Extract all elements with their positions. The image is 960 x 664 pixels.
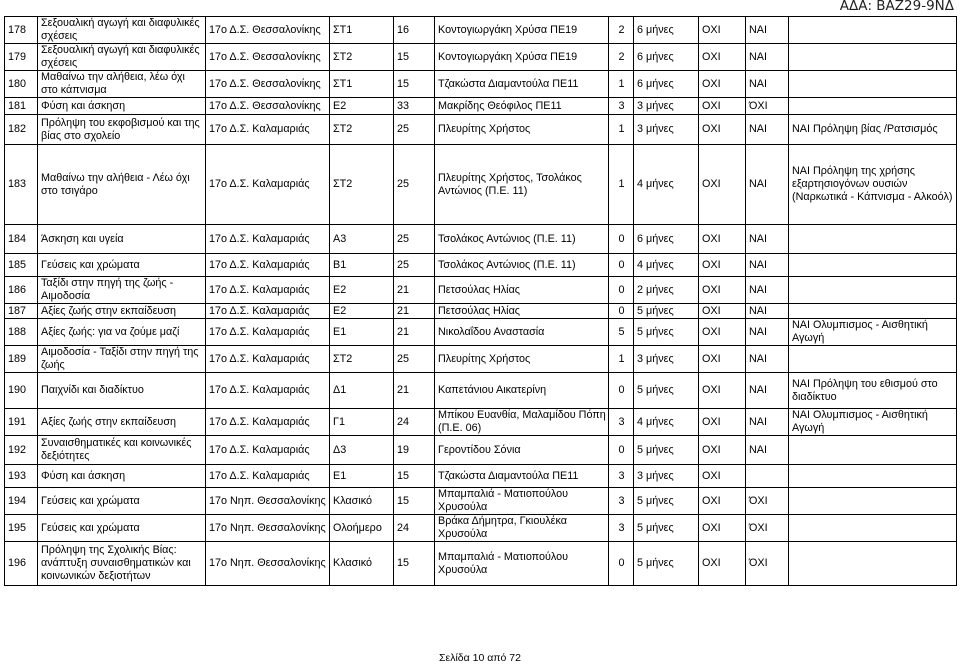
note bbox=[789, 98, 957, 115]
count-value: 1 bbox=[609, 346, 634, 373]
duration: 5 μήνες bbox=[634, 488, 699, 515]
program-title: Γεύσεις και χρώματα bbox=[38, 254, 206, 277]
duration: 3 μήνες bbox=[634, 346, 699, 373]
program-title: Ταξίδι στην πηγή της ζωής - Αιμοδοσία bbox=[38, 277, 206, 304]
class-name: ΣΤ2 bbox=[330, 346, 394, 373]
count-value: 0 bbox=[609, 277, 634, 304]
page-number: Σελίδα 10 από 72 bbox=[439, 652, 521, 664]
program-title: Γεύσεις και χρώματα bbox=[38, 488, 206, 515]
table-row bbox=[5, 515, 957, 542]
table-row bbox=[5, 542, 957, 586]
teacher-name: Μπαμπαλιά - Ματιοπούλου Χρυσούλα bbox=[435, 542, 609, 586]
school-name: 17ο Δ.Σ. Καλαμαριάς bbox=[206, 254, 330, 277]
count-value: 3 bbox=[609, 98, 634, 115]
class-name: Α3 bbox=[330, 225, 394, 254]
answer-b: ΌΧΙ bbox=[746, 98, 789, 115]
teacher-name: Τσολάκος Αντώνιος (Π.Ε. 11) bbox=[435, 225, 609, 254]
row-number: 186 bbox=[5, 277, 38, 304]
table-row bbox=[5, 145, 957, 225]
program-title: Μαθαίνω την αλήθεια, λέω όχι στο κάπνισμα bbox=[38, 71, 206, 98]
student-count: 15 bbox=[394, 465, 435, 488]
ada-code: ΑΔΑ: ΒΑΖ29-9ΝΔ bbox=[839, 0, 954, 14]
note bbox=[789, 225, 957, 254]
teacher-name: Γεροντίδου Σόνια bbox=[435, 436, 609, 465]
answer-b: ΝΑΙ bbox=[746, 44, 789, 71]
class-name: Κλασικό bbox=[330, 488, 394, 515]
note bbox=[789, 436, 957, 465]
table-row bbox=[5, 254, 957, 277]
school-name: 17ο Δ.Σ. Καλαμαριάς bbox=[206, 304, 330, 319]
school-name: 17ο Δ.Σ. Θεσσαλονίκης bbox=[206, 98, 330, 115]
school-name: 17ο Νηπ. Θεσσαλονίκης bbox=[206, 488, 330, 515]
class-name: Κλασικό bbox=[330, 542, 394, 586]
program-title: Πρόληψη του εκφοβισμού και της βίας στο σχολείο bbox=[38, 115, 206, 145]
class-name: Δ3 bbox=[330, 436, 394, 465]
class-name: Ε1 bbox=[330, 319, 394, 346]
duration: 5 μήνες bbox=[634, 436, 699, 465]
row-number: 192 bbox=[5, 436, 38, 465]
note bbox=[789, 488, 957, 515]
school-name: 17ο Δ.Σ. Θεσσαλονίκης bbox=[206, 17, 330, 44]
table-row bbox=[5, 488, 957, 515]
row-number: 183 bbox=[5, 145, 38, 225]
program-title: Συναισθηματικές και κοινωνικές δεξιότητες bbox=[38, 436, 206, 465]
count-value: 0 bbox=[609, 436, 634, 465]
class-name: Ε2 bbox=[330, 277, 394, 304]
program-title: Σεξουαλική αγωγή και διαφυλικές σχέσεις bbox=[38, 44, 206, 71]
school-name: 17ο Δ.Σ. Καλαμαριάς bbox=[206, 319, 330, 346]
row-number: 178 bbox=[5, 17, 38, 44]
program-title: Φύση και άσκηση bbox=[38, 465, 206, 488]
class-name: Ε2 bbox=[330, 304, 394, 319]
table-row bbox=[5, 98, 957, 115]
row-number: 195 bbox=[5, 515, 38, 542]
note: ΝΑΙ Ολυμπισμος - Αισθητική Αγωγή bbox=[789, 409, 957, 436]
program-title: Μαθαίνω την αλήθεια - Λέω όχι στο τσιγάρο bbox=[38, 145, 206, 225]
table-row bbox=[5, 17, 957, 44]
table-row bbox=[5, 44, 957, 71]
answer-a: ΟΧΙ bbox=[699, 436, 746, 465]
row-number: 182 bbox=[5, 115, 38, 145]
teacher-name: Μακρίδης Θεόφιλος ΠΕ11 bbox=[435, 98, 609, 115]
program-title: Γεύσεις και χρώματα bbox=[38, 515, 206, 542]
duration: 5 μήνες bbox=[634, 319, 699, 346]
class-name: Ε2 bbox=[330, 98, 394, 115]
school-name: 17ο Δ.Σ. Καλαμαριάς bbox=[206, 465, 330, 488]
teacher-name: Κοντογιωργάκη Χρύσα ΠΕ19 bbox=[435, 44, 609, 71]
student-count: 21 bbox=[394, 304, 435, 319]
row-number: 180 bbox=[5, 71, 38, 98]
school-name: 17ο Δ.Σ. Καλαμαριάς bbox=[206, 225, 330, 254]
student-count: 15 bbox=[394, 488, 435, 515]
row-number: 184 bbox=[5, 225, 38, 254]
class-name: Β1 bbox=[330, 254, 394, 277]
count-value: 0 bbox=[609, 373, 634, 409]
class-name: Γ1 bbox=[330, 409, 394, 436]
program-title: Πρόληψη της Σχολικής Βίας: ανάπτυξη συναισθηματικών και κοινωνικών δεξιοτήτων bbox=[38, 542, 206, 586]
count-value: 1 bbox=[609, 145, 634, 225]
class-name: Δ1 bbox=[330, 373, 394, 409]
student-count: 25 bbox=[394, 225, 435, 254]
row-number: 185 bbox=[5, 254, 38, 277]
duration: 3 μήνες bbox=[634, 465, 699, 488]
count-value: 5 bbox=[609, 319, 634, 346]
answer-a: ΟΧΙ bbox=[699, 373, 746, 409]
note bbox=[789, 277, 957, 304]
student-count: 25 bbox=[394, 346, 435, 373]
row-number: 179 bbox=[5, 44, 38, 71]
note bbox=[789, 17, 957, 44]
table-row bbox=[5, 304, 957, 319]
programs-table bbox=[4, 16, 957, 586]
answer-b: ΝΑΙ bbox=[746, 115, 789, 145]
table-row bbox=[5, 436, 957, 465]
school-name: 17ο Δ.Σ. Θεσσαλονίκης bbox=[206, 71, 330, 98]
school-name: 17ο Δ.Σ. Καλαμαριάς bbox=[206, 145, 330, 225]
teacher-name: Τζακώστα Διαμαντούλα ΠΕ11 bbox=[435, 465, 609, 488]
answer-b: ΝΑΙ bbox=[746, 277, 789, 304]
duration: 5 μήνες bbox=[634, 515, 699, 542]
teacher-name: Πετσούλας Ηλίας bbox=[435, 277, 609, 304]
row-number: 190 bbox=[5, 373, 38, 409]
count-value: 2 bbox=[609, 17, 634, 44]
school-name: 17ο Δ.Σ. Θεσσαλονίκης bbox=[206, 44, 330, 71]
program-title: Αξίες ζωής: για να ζούμε μαζί bbox=[38, 319, 206, 346]
teacher-name: Μπαμπαλιά - Ματιοπούλου Χρυσούλα bbox=[435, 488, 609, 515]
answer-a: ΟΧΙ bbox=[699, 44, 746, 71]
program-title: Αξίες ζωής στην εκπαίδευση bbox=[38, 304, 206, 319]
answer-b bbox=[746, 465, 789, 488]
duration: 5 μήνες bbox=[634, 373, 699, 409]
table-row bbox=[5, 409, 957, 436]
table-row bbox=[5, 465, 957, 488]
answer-b: ΝΑΙ bbox=[746, 254, 789, 277]
row-number: 188 bbox=[5, 319, 38, 346]
row-number: 194 bbox=[5, 488, 38, 515]
student-count: 24 bbox=[394, 409, 435, 436]
answer-a: ΟΧΙ bbox=[699, 488, 746, 515]
student-count: 15 bbox=[394, 542, 435, 586]
answer-b: ΌΧΙ bbox=[746, 515, 789, 542]
note bbox=[789, 304, 957, 319]
duration: 4 μήνες bbox=[634, 409, 699, 436]
school-name: 17ο Νηπ. Θεσσαλονίκης bbox=[206, 515, 330, 542]
duration: 6 μήνες bbox=[634, 71, 699, 98]
student-count: 25 bbox=[394, 115, 435, 145]
program-title: Φύση και άσκηση bbox=[38, 98, 206, 115]
answer-b: ΝΑΙ bbox=[746, 304, 789, 319]
teacher-name: Τζακώστα Διαμαντούλα ΠΕ11 bbox=[435, 71, 609, 98]
program-title: Σεξουαλική αγωγή και διαφυλικές σχέσεις bbox=[38, 17, 206, 44]
note: ΝΑΙ Ολυμπισμος - Αισθητική Αγωγή bbox=[789, 319, 957, 346]
answer-a: ΟΧΙ bbox=[699, 71, 746, 98]
note bbox=[789, 71, 957, 98]
answer-b: ΝΑΙ bbox=[746, 436, 789, 465]
count-value: 0 bbox=[609, 254, 634, 277]
duration: 5 μήνες bbox=[634, 542, 699, 586]
note bbox=[789, 346, 957, 373]
duration: 6 μήνες bbox=[634, 225, 699, 254]
school-name: 17ο Δ.Σ. Καλαμαριάς bbox=[206, 436, 330, 465]
table-row bbox=[5, 225, 957, 254]
teacher-name: Πλευρίτης Χρήστος, Τσολάκος Αντώνιος (Π.Ε. 11) bbox=[435, 145, 609, 225]
count-value: 3 bbox=[609, 465, 634, 488]
note bbox=[789, 44, 957, 71]
student-count: 33 bbox=[394, 98, 435, 115]
count-value: 0 bbox=[609, 225, 634, 254]
count-value: 1 bbox=[609, 71, 634, 98]
teacher-name: Τσολάκος Αντώνιος (Π.Ε. 11) bbox=[435, 254, 609, 277]
answer-b: ΝΑΙ bbox=[746, 319, 789, 346]
teacher-name: Βράκα Δήμητρα, Γκιουλέκα Χρυσούλα bbox=[435, 515, 609, 542]
answer-a: ΟΧΙ bbox=[699, 319, 746, 346]
count-value: 0 bbox=[609, 542, 634, 586]
table-row bbox=[5, 115, 957, 145]
count-value: 0 bbox=[609, 304, 634, 319]
class-name: Ολοήμερο bbox=[330, 515, 394, 542]
answer-b: ΝΑΙ bbox=[746, 346, 789, 373]
answer-b: ΌΧΙ bbox=[746, 542, 789, 586]
teacher-name: Νικολαΐδου Αναστασία bbox=[435, 319, 609, 346]
class-name: ΣΤ2 bbox=[330, 145, 394, 225]
note bbox=[789, 515, 957, 542]
student-count: 24 bbox=[394, 515, 435, 542]
count-value: 3 bbox=[609, 515, 634, 542]
answer-a: ΟΧΙ bbox=[699, 225, 746, 254]
student-count: 21 bbox=[394, 277, 435, 304]
answer-a: ΟΧΙ bbox=[699, 542, 746, 586]
answer-b: ΝΑΙ bbox=[746, 71, 789, 98]
teacher-name: Πλευρίτης Χρήστος bbox=[435, 346, 609, 373]
note: ΝΑΙ Πρόληψη βίας /Ρατσισμός bbox=[789, 115, 957, 145]
count-value: 2 bbox=[609, 44, 634, 71]
answer-a: ΟΧΙ bbox=[699, 515, 746, 542]
answer-a: ΟΧΙ bbox=[699, 304, 746, 319]
table-row bbox=[5, 373, 957, 409]
school-name: 17ο Δ.Σ. Καλαμαριάς bbox=[206, 346, 330, 373]
count-value: 3 bbox=[609, 409, 634, 436]
answer-b: ΝΑΙ bbox=[746, 17, 789, 44]
count-value: 1 bbox=[609, 115, 634, 145]
school-name: 17ο Δ.Σ. Καλαμαριάς bbox=[206, 277, 330, 304]
answer-a: ΟΧΙ bbox=[699, 254, 746, 277]
class-name: ΣΤ1 bbox=[330, 71, 394, 98]
answer-a: ΟΧΙ bbox=[699, 98, 746, 115]
table-row bbox=[5, 277, 957, 304]
answer-b: ΝΑΙ bbox=[746, 225, 789, 254]
row-number: 196 bbox=[5, 542, 38, 586]
teacher-name: Πετσούλας Ηλίας bbox=[435, 304, 609, 319]
row-number: 189 bbox=[5, 346, 38, 373]
row-number: 187 bbox=[5, 304, 38, 319]
teacher-name: Κοντογιωργάκη Χρύσα ΠΕ19 bbox=[435, 17, 609, 44]
answer-a: ΟΧΙ bbox=[699, 409, 746, 436]
program-title: Αξίες ζωής στην εκπαίδευση bbox=[38, 409, 206, 436]
duration: 3 μήνες bbox=[634, 115, 699, 145]
duration: 2 μήνες bbox=[634, 277, 699, 304]
duration: 3 μήνες bbox=[634, 98, 699, 115]
student-count: 21 bbox=[394, 319, 435, 346]
student-count: 25 bbox=[394, 145, 435, 225]
program-title: Αιμοδοσία - Ταξίδι στην πηγή της ζωής bbox=[38, 346, 206, 373]
count-value: 3 bbox=[609, 488, 634, 515]
student-count: 25 bbox=[394, 254, 435, 277]
table-row bbox=[5, 346, 957, 373]
program-title: Άσκηση και υγεία bbox=[38, 225, 206, 254]
class-name: ΣΤ2 bbox=[330, 115, 394, 145]
student-count: 16 bbox=[394, 17, 435, 44]
table-row bbox=[5, 319, 957, 346]
row-number: 193 bbox=[5, 465, 38, 488]
note bbox=[789, 542, 957, 586]
note: ΝΑΙ Πρόληψη του εθισμού στο διαδίκτυο bbox=[789, 373, 957, 409]
answer-a: ΟΧΙ bbox=[699, 277, 746, 304]
student-count: 19 bbox=[394, 436, 435, 465]
note: ΝΑΙ Πρόληψη της χρήσης εξαρτησιογόνων ουσιών (Ναρκωτικά - Κάπνισμα - Αλκοόλ) bbox=[789, 145, 957, 225]
answer-a: ΟΧΙ bbox=[699, 145, 746, 225]
answer-b: ΌΧΙ bbox=[746, 488, 789, 515]
duration: 6 μήνες bbox=[634, 17, 699, 44]
table-row bbox=[5, 71, 957, 98]
teacher-name: Καπετάνιου Αικατερίνη bbox=[435, 373, 609, 409]
student-count: 21 bbox=[394, 373, 435, 409]
duration: 6 μήνες bbox=[634, 44, 699, 71]
class-name: ΣΤ1 bbox=[330, 17, 394, 44]
answer-b: ΝΑΙ bbox=[746, 409, 789, 436]
school-name: 17ο Νηπ. Θεσσαλονίκης bbox=[206, 542, 330, 586]
answer-b: ΝΑΙ bbox=[746, 373, 789, 409]
answer-a: ΟΧΙ bbox=[699, 17, 746, 44]
answer-b: ΝΑΙ bbox=[746, 145, 789, 225]
class-name: Ε1 bbox=[330, 465, 394, 488]
row-number: 181 bbox=[5, 98, 38, 115]
duration: 4 μήνες bbox=[634, 145, 699, 225]
school-name: 17ο Δ.Σ. Καλαμαριάς bbox=[206, 373, 330, 409]
school-name: 17ο Δ.Σ. Καλαμαριάς bbox=[206, 409, 330, 436]
note bbox=[789, 254, 957, 277]
program-title: Παιχνίδι και διαδίκτυο bbox=[38, 373, 206, 409]
duration: 4 μήνες bbox=[634, 254, 699, 277]
school-name: 17ο Δ.Σ. Καλαμαριάς bbox=[206, 115, 330, 145]
class-name: ΣΤ2 bbox=[330, 44, 394, 71]
student-count: 15 bbox=[394, 44, 435, 71]
student-count: 15 bbox=[394, 71, 435, 98]
answer-a: ΟΧΙ bbox=[699, 115, 746, 145]
row-number: 191 bbox=[5, 409, 38, 436]
note bbox=[789, 465, 957, 488]
answer-a: ΟΧΙ bbox=[699, 346, 746, 373]
answer-a: ΟΧΙ bbox=[699, 465, 746, 488]
teacher-name: Μπίκου Ευανθία, Μαλαμίδου Πόπη (Π.Ε. 06) bbox=[435, 409, 609, 436]
teacher-name: Πλευρίτης Χρήστος bbox=[435, 115, 609, 145]
duration: 5 μήνες bbox=[634, 304, 699, 319]
